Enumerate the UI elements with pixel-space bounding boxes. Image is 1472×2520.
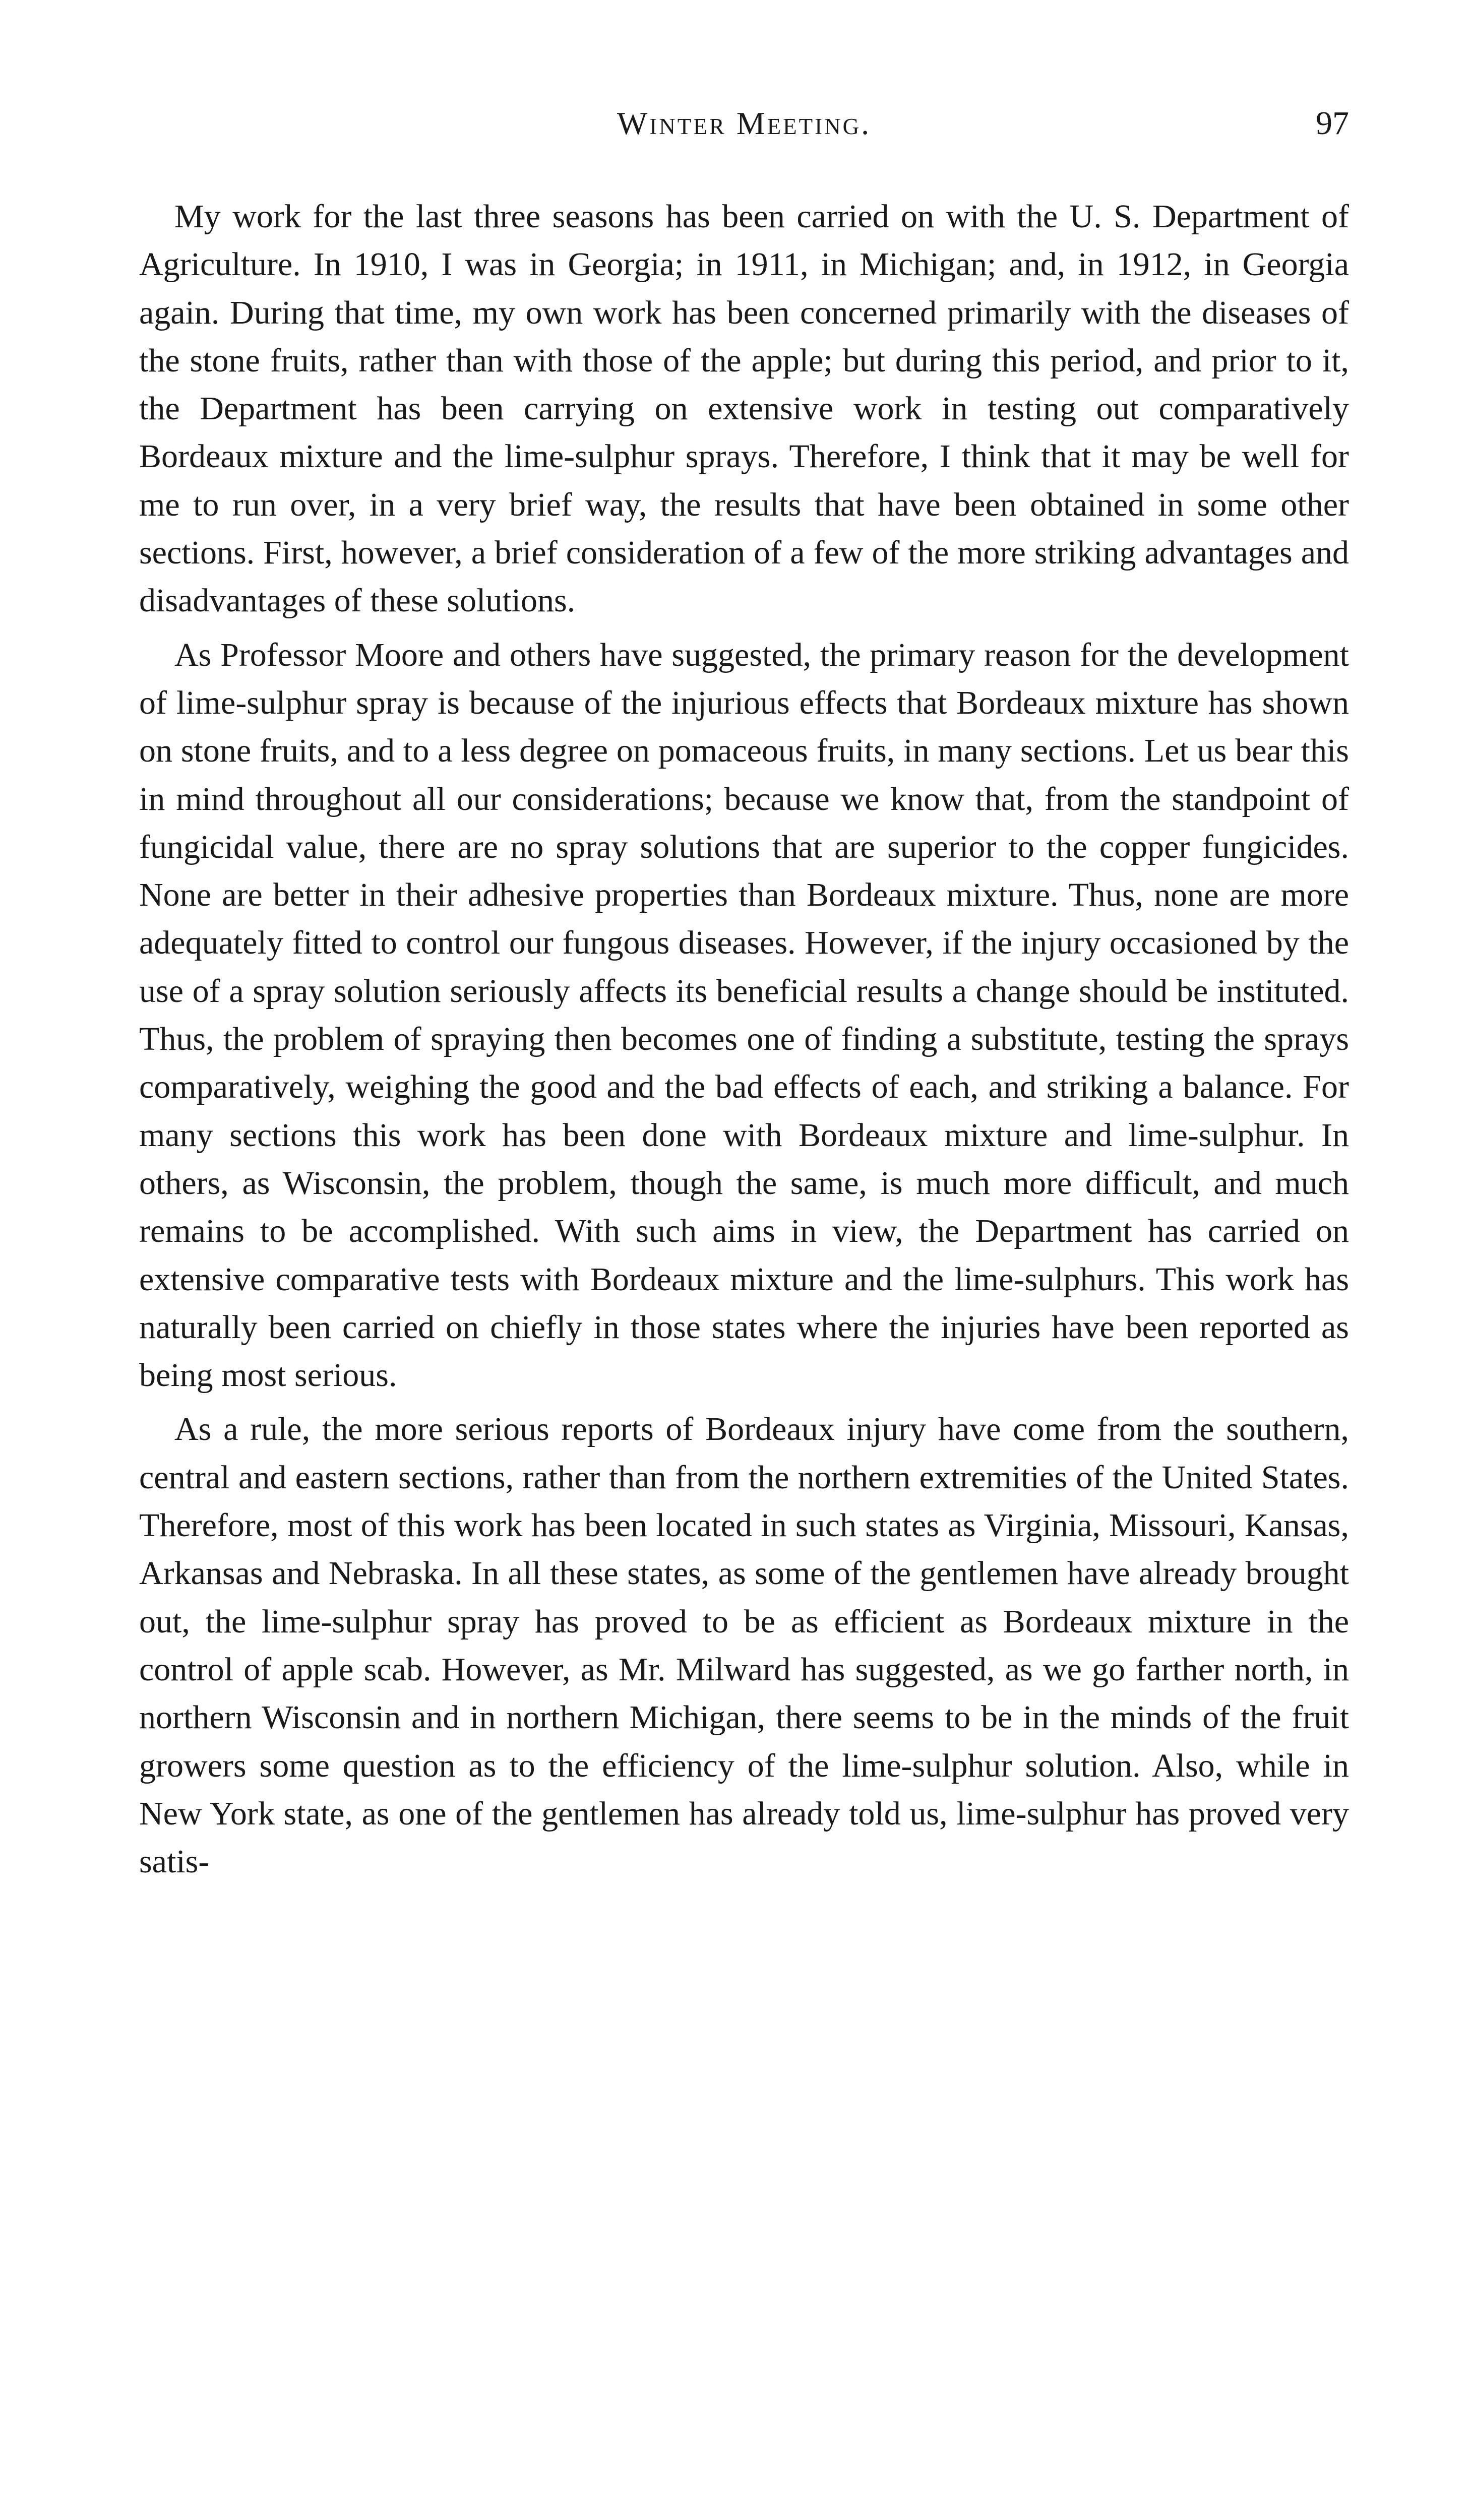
paragraph-3: As a rule, the more serious reports of Bordeaux injury have come from the southern, central and eastern sections, rather than from the northern extremities of the United States. Therefore, most of this work has been located in such states as Virginia, Missouri, Kansas, Arkansas and Nebraska. In all these states, as some of the gentlemen have already brought out, the lime-sulphur spray has proved to be as efficient as Bordeaux mixture in the control of apple scab. However, as Mr. Milward has suggested, as we go farther north, in northern Wisconsin and in northern Michigan, there seems to be in the minds of the fruit growers some question as to the efficiency of the lime-sulphur solution. Also, while in New York state, as one of the gentlemen has already told us, lime-sulphur has proved very satis- xyxy=(139,1411,1349,1880)
paragraph-2: As Professor Moore and others have suggested, the primary reason for the development of lime-sulphur spray is because of the injurious effects that Bordeaux mixture has shown on stone fruits, and to a less degree on pomaceous fruits, in many sections. Let us bear this in mind throughout all our considerations; because we know that, from the standpoint of fungicidal value, there are no spray solutions that are superior to the copper fungicides. None are better in their adhesive properties than Bordeaux mixture. Thus, none are more adequately fitted to control our fungous diseases. However, if the injury occasioned by the use of a spray solution seriously affects its beneficial results a change should be instituted. Thus, the problem of spraying then becomes one of finding a substitute, testing the sprays comparatively, weighing the good and the bad effects of each, and striking a balance. For many sections this work has been done with Bordeaux mixture and lime-sulphur. In others, as Wisconsin, the problem, though the same, is much more difficult, and much remains to be accomplished. With such aims in view, the Department has carried on extensive comparative tests with Bordeaux mixture and the lime-sulphurs. This work has naturally been carried on chiefly in those states where the injuries have been reported as being most serious. xyxy=(139,636,1349,1394)
paragraph-1: My work for the last three seasons has been carried on with the U. S. Department of Agriculture. In 1910, I was in Georgia; in 1911, in Michigan; and, in 1912, in Georgia again. During that time, my own work has been concerned primarily with the diseases of the stone fruits, rather than with those of the apple; but during this period, and prior to it, the Department has been carrying on extensive work in testing out comparatively Bordeaux mixture and the lime-sulphur sprays. Therefore, I think that it may be well for me to run over, in a very brief way, the results that have been obtained in some other sections. First, however, a brief consideration of a few of the more striking advantages and disadvantages of these solutions. xyxy=(139,198,1349,619)
running-head xyxy=(139,96,1349,151)
page-number: 97 xyxy=(1316,105,1349,142)
body-text xyxy=(139,193,1349,1892)
running-title: Winter Meeting. xyxy=(617,105,872,141)
